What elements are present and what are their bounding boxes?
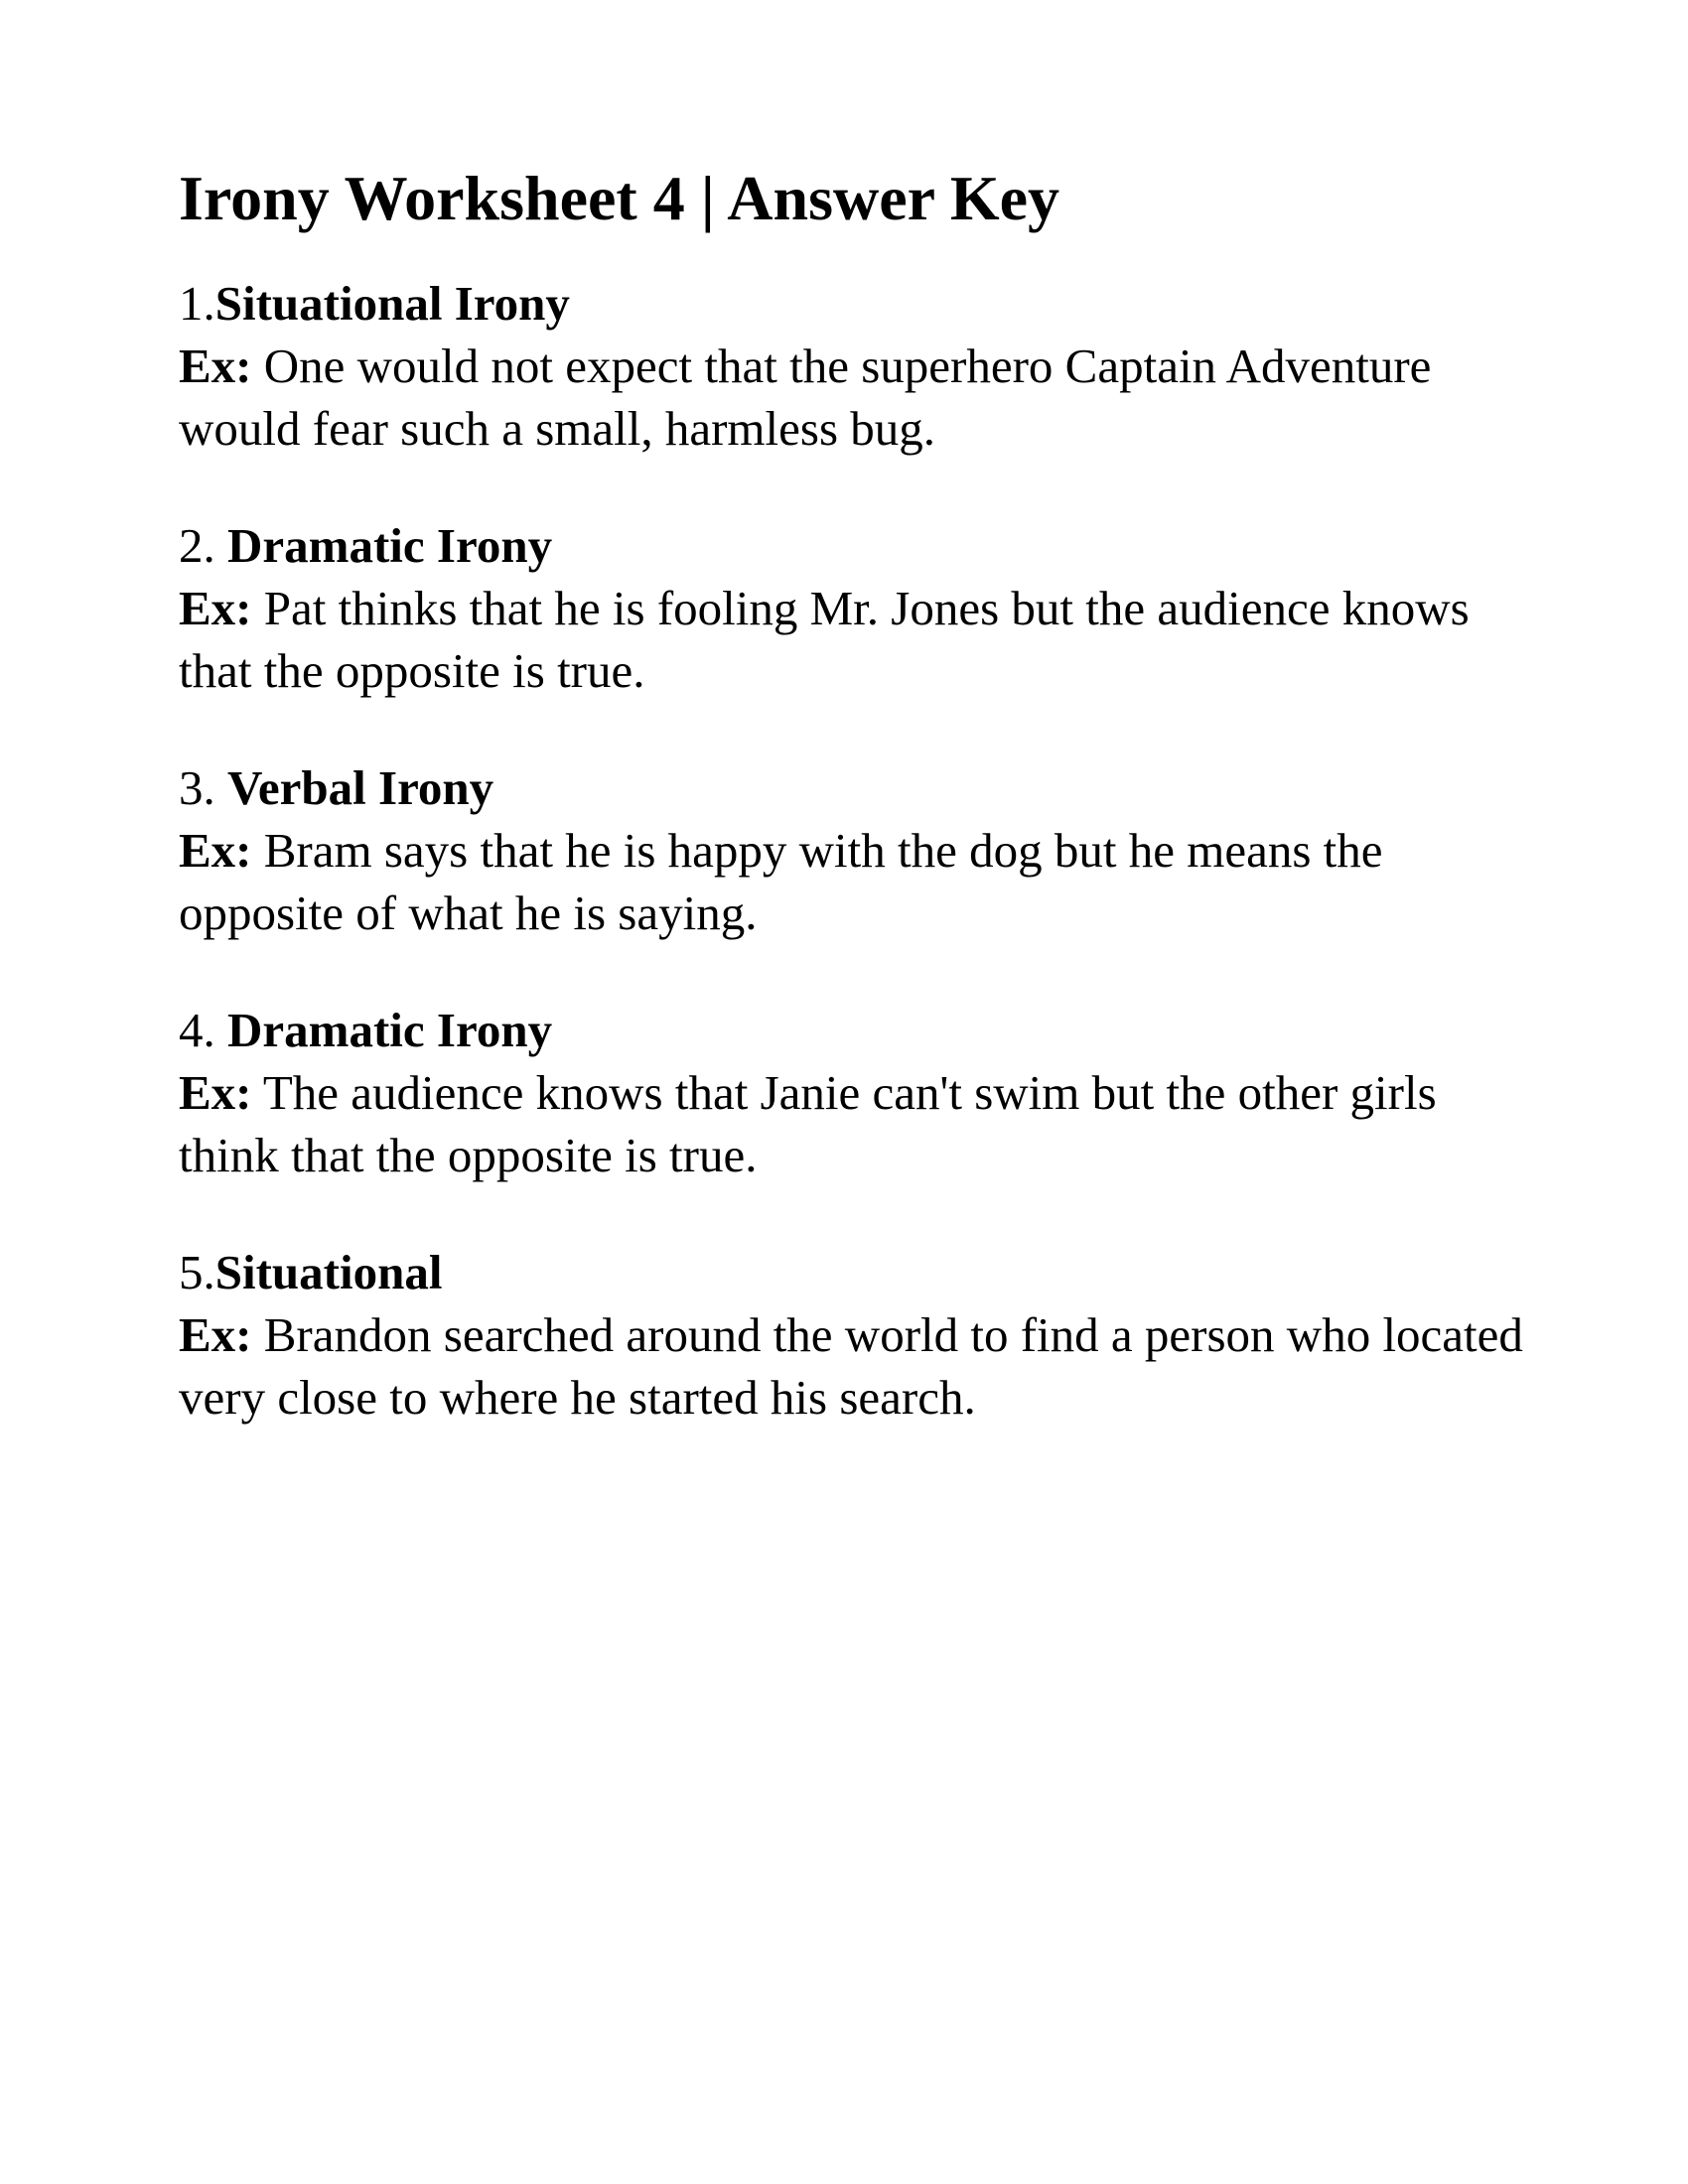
answer-heading <box>179 999 1529 1061</box>
answer-heading <box>179 272 1529 335</box>
answer-number: 2. <box>179 518 227 573</box>
explanation-text: The audience knows that Janie can't swim but the other girls think that the opposite is true. <box>179 1065 1437 1182</box>
explanation-text: Brandon searched around the world to find a person who located very close to where he started his search. <box>179 1307 1523 1425</box>
explanation-text: Bram says that he is happy with the dog but he means the opposite of what he is saying. <box>179 823 1383 940</box>
irony-type: Situational Irony <box>214 276 570 331</box>
answer-item-2 <box>179 514 1529 702</box>
explanation-text: Pat thinks that he is fooling Mr. Jones but the audience knows that the opposite is true. <box>179 581 1470 698</box>
irony-type: Verbal Irony <box>227 760 494 815</box>
ex-label: Ex: <box>179 1307 252 1362</box>
answer-number: 5. <box>179 1245 215 1299</box>
page-title: Irony Worksheet 4 | Answer Key <box>179 163 1060 233</box>
answer-explanation <box>179 1061 1529 1186</box>
answer-explanation <box>179 335 1529 460</box>
answer-explanation <box>179 1303 1529 1429</box>
ex-label: Ex: <box>179 339 252 393</box>
answer-heading <box>179 756 1529 819</box>
answer-item-5 <box>179 1241 1529 1429</box>
answer-item-4 <box>179 999 1529 1186</box>
irony-type: Dramatic Irony <box>227 1003 553 1057</box>
explanation-text: One would not expect that the superhero Captain Adventure would fear such a small, harmless bug. <box>179 339 1432 456</box>
ex-label: Ex: <box>179 581 252 635</box>
ex-label: Ex: <box>179 823 252 878</box>
answer-number: 1. <box>179 276 215 331</box>
answer-item-3 <box>179 756 1529 944</box>
answer-item-1 <box>179 272 1529 460</box>
answer-number: 4. <box>179 1003 227 1057</box>
answer-heading <box>179 514 1529 577</box>
worksheet-page <box>179 159 1529 1483</box>
irony-type: Dramatic Irony <box>227 518 553 573</box>
answer-number: 3. <box>179 760 227 815</box>
answer-explanation <box>179 577 1529 702</box>
ex-label: Ex: <box>179 1065 252 1120</box>
irony-type: Situational <box>214 1245 443 1299</box>
answer-heading <box>179 1241 1529 1303</box>
answer-explanation <box>179 819 1529 944</box>
